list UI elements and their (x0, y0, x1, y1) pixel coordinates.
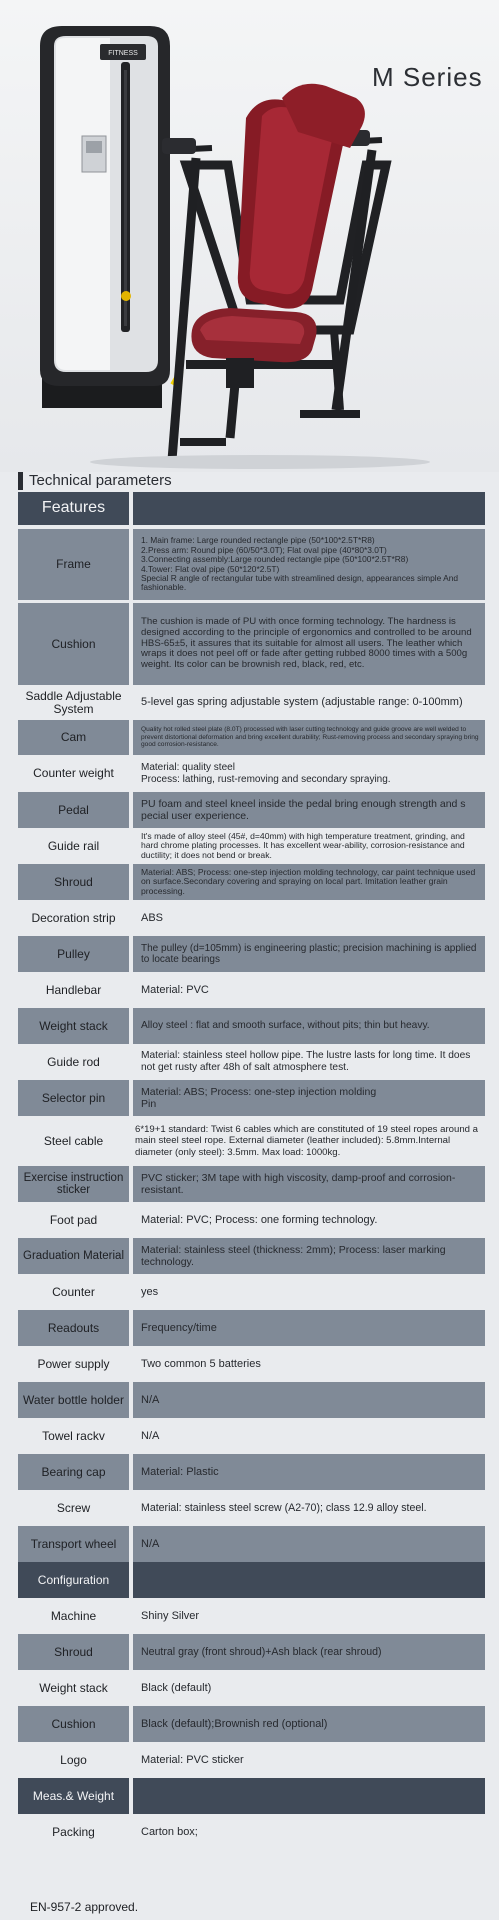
spec-key: Exercise instruction sticker (18, 1166, 129, 1202)
config-value: Black (default) (133, 1670, 485, 1706)
configuration-header: Configuration (18, 1562, 129, 1598)
spec-value: N/A (133, 1526, 485, 1562)
spec-key: Screw (18, 1490, 129, 1526)
spec-key: Steel cable (18, 1116, 129, 1166)
spec-row-handlebar (18, 972, 485, 1008)
spec-value: N/A (133, 1418, 485, 1454)
spec-value: 6*19+1 standard: Twist 6 cables which are constituted of 19 steel ropes around a main steel steel rope. External diameter (leather included): 5.8mm.Internal diameter (only steel): 3.5mm. Max load: 1000kg. (133, 1116, 485, 1166)
spec-row-selector-pin (18, 1080, 485, 1116)
spec-key: Handlebar (18, 972, 129, 1008)
spec-key: Towel rackv (18, 1418, 129, 1454)
spec-value: Frequency/time (133, 1310, 485, 1346)
spec-value: PU foam and steel kneel inside the pedal bring enough strength and s pecial user experience. (133, 792, 485, 828)
spec-row-shroud (18, 864, 485, 900)
spec-key: Counter (18, 1274, 129, 1310)
spec-key: Guide rail (18, 828, 129, 864)
spec-row-pulley (18, 936, 485, 972)
spec-value: It's made of alloy steel (45#, d=40mm) with high temperature treatment, grinding, and hard chrome plating processes. It has excellent wear-ability, corrosion-resistance and ductility; it does not bend or break. (133, 828, 485, 864)
spec-value: Material: PVC; Process: one forming technology. (133, 1202, 485, 1238)
spec-key: Pulley (18, 936, 129, 972)
spec-key: Guide rod (18, 1044, 129, 1080)
spec-value: Material: stainless steel (thickness: 2mm); Process: laser marking technology. (133, 1238, 485, 1274)
spec-row-counter-weight (18, 755, 485, 792)
meas-key: Packing (18, 1814, 129, 1850)
config-row-machine (18, 1598, 485, 1634)
features-header: Features (18, 492, 129, 525)
spec-row-bearing-cap (18, 1454, 485, 1490)
heading-accent-bar (18, 472, 23, 490)
config-key: Logo (18, 1742, 129, 1778)
spec-row-exercise-sticker (18, 1166, 485, 1202)
spec-row-power-supply (18, 1346, 485, 1382)
spec-row-steel-cable (18, 1116, 485, 1166)
spec-row-transport-wheel (18, 1526, 485, 1562)
config-row-cushion (18, 1706, 485, 1742)
spec-row-cushion (18, 603, 485, 685)
spec-value: Material: ABS; Process: one-step injection molding technology, car paint technique used on surface.Secondary covering and spraying on local part. Imitation leather grain processing. (133, 864, 485, 900)
certification-note: EN-957-2 approved. (18, 1893, 485, 1920)
config-key: Shroud (18, 1634, 129, 1670)
series-title: M Series (372, 62, 483, 92)
spec-key: Decoration strip (18, 900, 129, 936)
meas-header-blank (133, 1778, 485, 1814)
spec-row-readouts (18, 1310, 485, 1346)
spec-value: yes (133, 1274, 485, 1310)
spec-key: Readouts (18, 1310, 129, 1346)
spec-value: N/A (133, 1382, 485, 1418)
spec-key: Cam (18, 720, 129, 755)
spec-row-saddle (18, 685, 485, 720)
spec-row-screw (18, 1490, 485, 1526)
spec-key: Water bottle holder (18, 1382, 129, 1418)
spec-row-counter (18, 1274, 485, 1310)
config-value: Material: PVC sticker (133, 1742, 485, 1778)
spec-key: Saddle Adjustable System (18, 685, 129, 720)
spec-value: 1. Main frame: Large rounded rectangle pipe (50*100*2.5T*R8) 2.Press arm: Round pipe (60/50*3.0T); Flat oval pipe (40*80*3.0T) 3.Connecting assembly:Large rounded rectangle pipe (50*100*2.5T*R8) 4.Tower: Flat oval pipe (50*120*2.5T) Special R angle of rectangular tube with streamlined design, appearances simple And fashionable. (133, 529, 485, 600)
spec-row-guide-rod (18, 1044, 485, 1080)
spec-value: Material: PVC (133, 972, 485, 1008)
config-value: Black (default);Brownish red (optional) (133, 1706, 485, 1742)
spec-key: Bearing cap (18, 1454, 129, 1490)
spec-key: Counter weight (18, 755, 129, 792)
spec-row-towel-rack (18, 1418, 485, 1454)
spec-value: The cushion is made of PU with once forming technology. The hardness is designed according to the principle of ergonomics and controlled to be around HBS-65±5, it assures that its suitable for almost all users. The leather which wraps it does not peel off or fade after getting rubbed 8000 times with a 500g weight. Its color can be brownish red, black, red, etc. (133, 603, 485, 685)
spec-key: Shroud (18, 864, 129, 900)
spec-key: Graduation Material (18, 1238, 129, 1274)
features-header-blank (133, 492, 485, 525)
spec-value: Material: Plastic (133, 1454, 485, 1490)
meas-header: Meas.& Weight (18, 1778, 129, 1814)
spec-value: ABS (133, 900, 485, 936)
config-row-logo (18, 1742, 485, 1778)
spec-value: 5-level gas spring adjustable system (adjustable range: 0-100mm) (133, 685, 485, 720)
spec-table (18, 492, 485, 1850)
brand-plate-text: FITNESS (108, 50, 138, 57)
spec-row-foot-pad (18, 1202, 485, 1238)
product-hero (0, 0, 499, 472)
spec-value: The pulley (d=105mm) is engineering plastic; precision machining is applied to locate bearings (133, 936, 485, 972)
spec-value: Quality hot rolled steel plate (8.0T) processed with laser cutting technology and guide groove are well welded to prevent distortional deformation and bring excellent durability; Rust-removing process and secondary spraying bring good corrosion-resistance. (133, 720, 485, 755)
spec-value: Alloy steel : flat and smooth surface, without pits; thin but heavy. (133, 1008, 485, 1044)
config-key: Machine (18, 1598, 129, 1634)
meas-header-row (18, 1778, 485, 1814)
spec-value: Material: stainless steel hollow pipe. The lustre lasts for long time. It does not get rusty after 48h of salt atmosphere test. (133, 1044, 485, 1080)
spec-row-graduation (18, 1238, 485, 1274)
spec-row-decoration-strip (18, 900, 485, 936)
spec-row-weight-stack (18, 1008, 485, 1044)
spec-row-frame (18, 529, 485, 600)
spec-key: Pedal (18, 792, 129, 828)
configuration-header-blank (133, 1562, 485, 1598)
config-value: Shiny Silver (133, 1598, 485, 1634)
config-key: Cushion (18, 1706, 129, 1742)
meas-row-packing (18, 1814, 485, 1850)
spec-key: Selector pin (18, 1080, 129, 1116)
section-heading-text: Technical parameters (29, 472, 172, 489)
configuration-header-row (18, 1562, 485, 1598)
config-key: Weight stack (18, 1670, 129, 1706)
spec-row-guide-rail (18, 828, 485, 864)
config-row-shroud (18, 1634, 485, 1670)
spec-row-water-bottle (18, 1382, 485, 1418)
features-header-row (18, 492, 485, 525)
spec-value: PVC sticker; 3M tape with high viscosity, damp-proof and corrosion-resistant. (133, 1166, 485, 1202)
spec-key: Power supply (18, 1346, 129, 1382)
spec-value: Material: stainless steel screw (A2-70); class 12.9 alloy steel. (133, 1490, 485, 1526)
spec-key: Weight stack (18, 1008, 129, 1044)
spec-row-cam (18, 720, 485, 755)
config-row-weight-stack (18, 1670, 485, 1706)
spec-key: Cushion (18, 603, 129, 685)
config-value: Neutral gray (front shroud)+Ash black (rear shroud) (133, 1634, 485, 1670)
spec-key: Frame (18, 529, 129, 600)
spec-row-pedal (18, 792, 485, 828)
spec-key: Transport wheel (18, 1526, 129, 1562)
spec-key: Foot pad (18, 1202, 129, 1238)
section-heading (18, 471, 172, 490)
spec-value: Material: quality steel Process: lathing, rust-removing and secondary spraying. (133, 755, 485, 792)
spec-value: Material: ABS; Process: one-step injection molding Pin (133, 1080, 485, 1116)
spec-value: Two common 5 batteries (133, 1346, 485, 1382)
meas-value: Carton box; (133, 1814, 485, 1850)
